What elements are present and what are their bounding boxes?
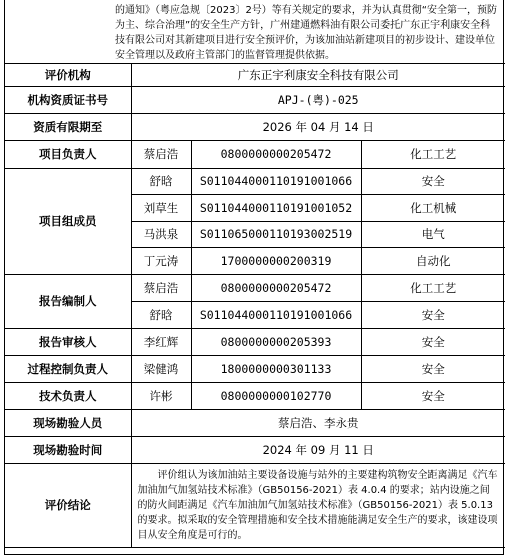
row-tech — [5, 382, 505, 409]
row-conclusion — [5, 463, 505, 547]
leader-label: 项目负责人 — [5, 140, 131, 168]
member-cert: S011044000110191001066 — [191, 168, 361, 194]
validity-value: 2026 年 04 月 14 日 — [131, 113, 505, 140]
tech-label: 技术负责人 — [5, 382, 131, 409]
row-leader — [5, 140, 505, 168]
member-name: 舒晗 — [131, 168, 191, 194]
review-label: 报告审核人 — [5, 328, 131, 355]
row-validity — [5, 113, 505, 140]
site-label: 现场勘验人员 — [5, 409, 131, 436]
process-name: 梁健鸿 — [131, 355, 191, 382]
member-name: 马洪泉 — [131, 221, 191, 247]
report-name: 舒晗 — [131, 301, 191, 328]
cert-value: APJ-(粤)-025 — [131, 86, 505, 113]
row-cert — [5, 86, 505, 113]
process-field: 安全 — [361, 355, 505, 382]
leader-name: 蔡启浩 — [131, 140, 191, 168]
report-field: 安全 — [361, 301, 505, 328]
tech-name: 许彬 — [131, 382, 191, 409]
tech-field: 安全 — [361, 382, 505, 409]
process-label: 过程控制负责人 — [5, 355, 131, 382]
row-site — [5, 409, 505, 436]
report-name: 蔡启浩 — [131, 274, 191, 301]
member-field: 电气 — [361, 221, 505, 247]
review-name: 李红辉 — [131, 328, 191, 355]
row-member — [5, 168, 505, 194]
document-page — [4, 0, 504, 555]
time-label: 现场勘验时间 — [5, 436, 131, 463]
member-cert: S011065000110193002519 — [191, 221, 361, 247]
info-table — [5, 64, 505, 548]
agency-value: 广东正宇利康安全科技有限公司 — [131, 64, 505, 86]
agency-label: 评价机构 — [5, 64, 131, 86]
review-cert: 0800000000205393 — [191, 328, 361, 355]
leader-field: 化工工艺 — [361, 140, 505, 168]
member-field: 化工机械 — [361, 194, 505, 221]
member-field: 安全 — [361, 168, 505, 194]
process-cert: 1800000000301133 — [191, 355, 361, 382]
row-review — [5, 328, 505, 355]
member-name: 丁元涛 — [131, 247, 191, 274]
report-label: 报告编制人 — [5, 274, 131, 328]
site-value: 蔡启浩、李永贵 — [131, 409, 505, 436]
validity-label: 资质有限期至 — [5, 113, 131, 140]
conclusion-cell — [131, 463, 505, 547]
row-agency — [5, 64, 505, 86]
intro-paragraph: 的通知》（粤应急规〔2023〕2号）等有关规定的要求，并为认真贯彻“安全第一，预防为主、综合治理”的安全生产方针，广州建通燃料油有限公司委托广东正宇利康安全科技有限公司对其新建项目进行安全预评价，为该加油站新建项目的初步设计、建设单位安全管理以及政府主管部门的监督管理提供依据。 — [5, 0, 505, 64]
row-process — [5, 355, 505, 382]
review-field: 安全 — [361, 328, 505, 355]
member-field: 自动化 — [361, 247, 505, 274]
cert-label: 机构资质证书号 — [5, 86, 131, 113]
member-name: 刘草生 — [131, 194, 191, 221]
time-value: 2024 年 09 月 11 日 — [131, 436, 505, 463]
conclusion-label: 评价结论 — [5, 463, 131, 547]
report-cert: S011044000110191001066 — [191, 301, 361, 328]
conclusion-text: 评价组认为该加油站主要设备设施与站外的主要建构筑物安全距离满足《汽车加油加气加氢站技术标准》（GB50156-2021）表 4.0.4 的要求；站内设施之间的防火间距满足《汽车加油加气加氢站技术标准》（GB50156-2021）表 5.0.13 的要求。拟采取的安全管理措施和安全技术措施能满足安全生产的要求，该建设项目从安全角度是可行的。 — [137, 469, 498, 541]
members-label: 项目组成员 — [5, 168, 131, 274]
report-cert: 0800000000205472 — [191, 274, 361, 301]
leader-cert: 0800000000205472 — [191, 140, 361, 168]
report-field: 化工工艺 — [361, 274, 505, 301]
member-cert: 1700000000200319 — [191, 247, 361, 274]
row-report — [5, 274, 505, 301]
member-cert: S011044000110191001052 — [191, 194, 361, 221]
tech-cert: 0800000000102770 — [191, 382, 361, 409]
row-time — [5, 436, 505, 463]
